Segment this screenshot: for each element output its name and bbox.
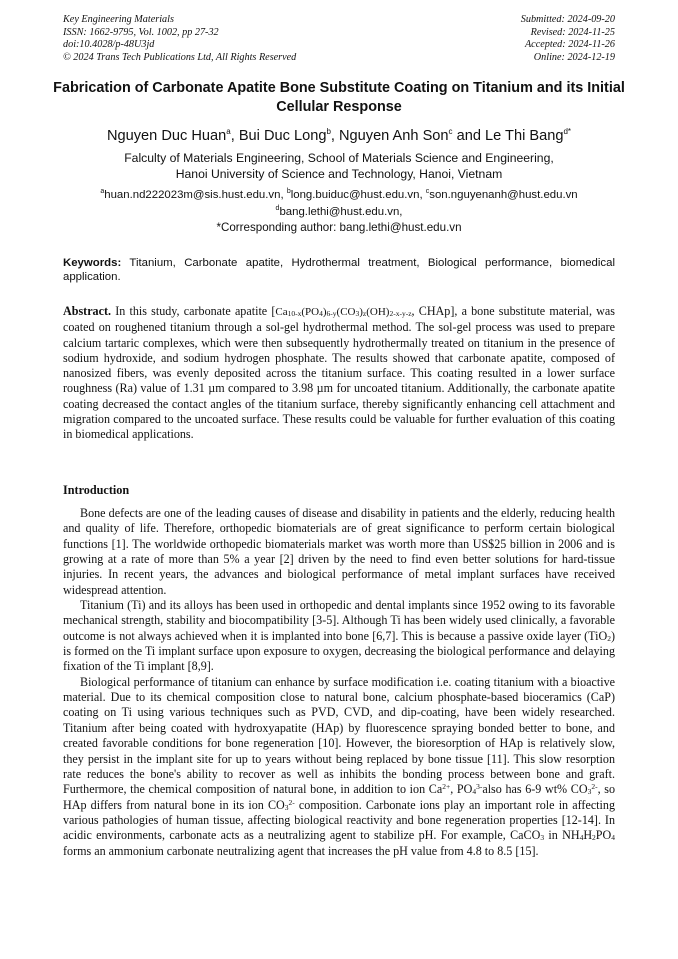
superscript: 2-: [591, 782, 598, 792]
email-link[interactable]: huan.nd222023m@sis.hust.edu.vn,: [104, 188, 284, 201]
subscript: 3: [540, 833, 545, 843]
formula-part: ): [359, 306, 363, 318]
email-line: [40, 202, 638, 219]
chemical-formula: [275, 306, 411, 318]
keywords-label: Keywords:: [63, 257, 122, 269]
affiliation: [60, 150, 618, 182]
author-mark: d*: [563, 127, 572, 136]
email-mark: c: [425, 188, 430, 195]
abstract-body: , CHAp], a bone substitute material, was coated on roughened titanium through a sol-gel hydrothermal method. The sol-gel process was used to prepare calcium tartaric complexes, which were then subsequently hydrothermally treated on titanium in the presence of sodium hydroxide, and sodium hydrogen phosphate. The results showed that carbonate apatite, composed of nanosized fibers, was evenly deposited across the titanium surface. This coating resulted in a lower surface roughness (Ra) value of 1.31 µm compared to 3.98 µm for uncoated titanium. Additionally, the carbonate apatite coating decreased the contact angles of the titanium surface, thereby significantly enhancing cell attachment and migration compared to the uncoated surface. These results could be valuable for further evaluation of this coating in biomedical applications.: [63, 304, 615, 442]
formula-part: Ca: [275, 306, 288, 318]
author-separator: ,: [230, 127, 239, 144]
author-separator: ,: [330, 127, 339, 144]
text-run: in NH: [544, 828, 580, 843]
text-run: ) is formed on the Ti implant surface upon exposure to oxygen, decreasing the biological performance and delaying fixation of the Ti implant [8,9].: [63, 628, 615, 674]
author-name: Nguyen Anh Son: [339, 127, 449, 144]
subscript: 2: [607, 633, 611, 643]
text-run: , PO: [450, 782, 473, 797]
email-mark: d: [275, 204, 280, 212]
paragraph: Bone defects are one of the leading causes of disease and disability in patients and the elderly, reducing health and quality of life. Therefore, orthopedic biomaterials are of great significance to perform certain biological functions [1]. The worldwide orthopedic biomaterials market was worth more than US$25 billion in 2006 and is growing at a rate of more than 5% a year [2] driven by the need to find even better solutions for hard-tissue injuries. In recent years, the advances and biological performance of metal implant surfaces have received widespread attention.: [63, 506, 615, 597]
email-mark: a: [100, 188, 105, 195]
abstract-intro: In this study, carbonate apatite [: [115, 304, 276, 318]
keywords: [63, 256, 615, 285]
abstract-label: Abstract.: [63, 304, 112, 318]
formula-part: (CO: [336, 306, 356, 318]
accepted-date: Accepted: 2024-11-26: [524, 39, 615, 51]
formula-sub: 4: [319, 309, 323, 318]
paper-title: Fabrication of Carbonate Apatite Bone Substitute Coating on Titanium and its Initial Cellular Response: [53, 80, 625, 115]
formula-sub: 6-y: [326, 309, 337, 318]
corresponding-author: *Corresponding author: bang.lethi@hust.edu.vn: [216, 221, 462, 234]
author-mark: c: [448, 127, 453, 136]
email-line: [40, 185, 638, 202]
author-mark: a: [226, 127, 231, 136]
author-name: Bui Duc Long: [238, 127, 327, 144]
formula-part: (OH): [366, 306, 390, 318]
subscript: 3: [587, 787, 592, 797]
author-name: Nguyen Duc Huan: [106, 127, 227, 144]
email-mark: b: [286, 188, 291, 195]
formula-part: (PO: [301, 306, 320, 318]
doi-line: doi:10.4028/p-48U3jd: [63, 39, 155, 51]
email-link[interactable]: long.buiduc@hust.edu.vn,: [290, 188, 423, 201]
paragraph: [63, 675, 615, 859]
text-run: , so HAp differs from natural bone in its ion CO: [63, 782, 615, 812]
affiliation-line: Falculty of Materials Engineering, School of Materials Science and Engineering,: [124, 151, 554, 165]
revised-date: Revised: 2024-11-25: [530, 26, 615, 38]
subscript: 4: [472, 787, 477, 797]
subscript: 2: [592, 833, 596, 843]
text-run: forms an ammonium carbonate neutralizing agent that increases the pH value from 4.8 to 8.5 [15].: [63, 843, 539, 858]
online-date: Online: 2024-12-19: [533, 51, 615, 63]
text-run: Titanium (Ti) and its alloys has been used in orthopedic and dental implants since 1952 owing to its favorable mechanical strength, stability and biocompatibility [3-5]. Although Ti has been widely used clinically, a favorable outcome is not always achieved when it is implanted into bone [6,7]. This is because a passive oxide layer (TiO: [63, 598, 615, 643]
introduction-body: [63, 506, 615, 859]
author-separator: and: [452, 127, 486, 144]
text-run: also has 6-9 wt% CO: [482, 782, 588, 797]
journal-name: Key Engineering Materials: [63, 14, 174, 25]
submission-dates: [521, 14, 615, 64]
author-mark: b: [326, 127, 331, 136]
text-run: H: [583, 828, 593, 843]
formula-part: ): [322, 306, 327, 318]
text-run: PO: [595, 828, 612, 843]
abstract: [63, 304, 615, 443]
text-run: composition. Carbonate ions play an important role in affecting various pathologies of human tissue, affecting biological reactivity and bone regeneration properties [12-14]. In acidic environments, carbonate acts as a neutralizing agent to stabilize pH. For example, CaCO: [63, 797, 616, 843]
formula-sub: 2-x-y-z: [389, 309, 412, 318]
copyright-line: © 2024 Trans Tech Publications Ltd, All Rights Reserved: [63, 51, 297, 63]
superscript: 2+: [442, 782, 451, 792]
formula-sub: z: [362, 309, 367, 318]
paragraph: [63, 598, 615, 675]
superscript: 3-: [476, 782, 483, 792]
keywords-text: Titanium, Carbonate apatite, Hydrothermal treatment, Biological performance, biomedical application.: [63, 257, 615, 284]
subscript: 4: [611, 833, 616, 843]
subscript: 3: [284, 802, 289, 812]
issn-line: ISSN: 1662-9795, Vol. 1002, pp 27-32: [63, 26, 219, 38]
affiliation-line: Hanoi University of Science and Technology, Hanoi, Vietnam: [175, 167, 503, 181]
subscript: 4: [579, 833, 584, 843]
author-emails: [40, 185, 638, 219]
author-list: [40, 123, 638, 145]
text-run: Biological performance of titanium can enhance by surface modification i.e. coating titanium with a bioactive material. Due to its chemical composition close to natural bone, calcium phosphate-based bioceramics (CaP) coating on Ti using various techniques such as PVD, CVD, and dip-coating, have been widely researched. Titanium after being coated with hydroxyapatite (HAp) by fluorescence spraying bonded better to bone, and created favorable conditions for bone regeneration [10]. However, the bioresorption of HAp is relatively slow, they persist in the implant site for up to years without being replaced by bone tissue [11]. This slow resorption rate reduces the bone's ability to recover as well as inhibits the bonding process between bone and graft. Furthermore, the chemical composition of natural bone, in addition to ion Ca: [63, 674, 615, 797]
email-link[interactable]: bang.lethi@hust.edu.vn,: [279, 205, 403, 218]
superscript: 2-: [288, 797, 295, 807]
submitted-date: Submitted: 2024-09-20: [520, 14, 615, 25]
formula-sub: 10-x: [287, 309, 302, 318]
journal-info: [63, 14, 296, 64]
section-heading-introduction: Introduction: [63, 483, 130, 497]
author-name: Le Thi Bang: [485, 127, 564, 144]
email-link[interactable]: son.nguyenanh@hust.edu.vn: [429, 188, 578, 201]
formula-sub: 3: [355, 309, 360, 318]
